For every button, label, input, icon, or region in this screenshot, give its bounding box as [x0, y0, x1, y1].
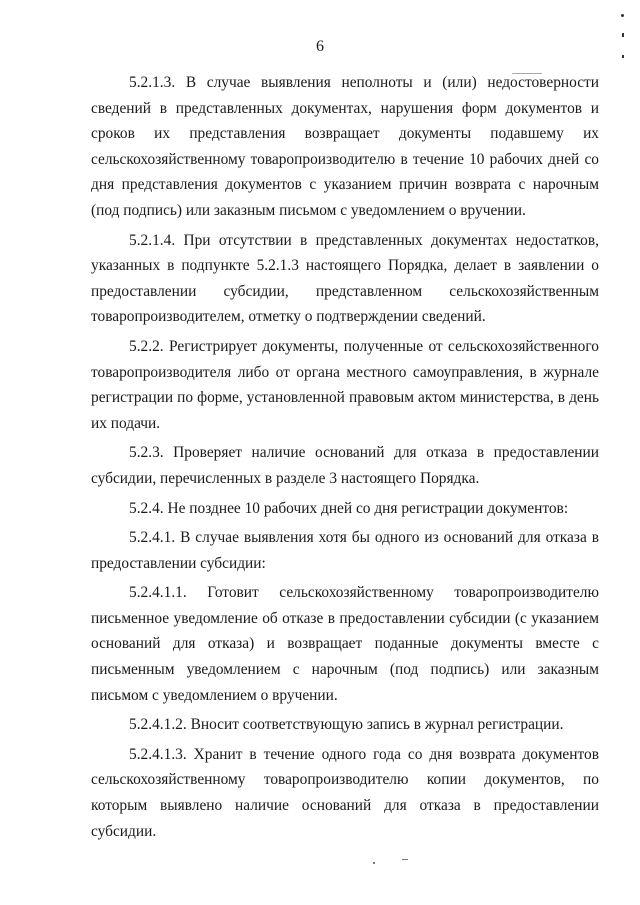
paragraph-5-2-1-3: 5.2.1.3. В случае выявления неполноты и (или) недостоверности сведений в представленных документах, нарушения форм документов и сроков их представления возвращает документы подавшему их сельскохозяйственному товаропроизводителю в течение 10 рабочих дней со дня представления документов с указанием причин возврата с нарочным (под подпись) или заказным письмом с уведомлением о вручении. — [91, 74, 599, 219]
paragraph-5-2-4-1-2: 5.2.4.1.2. Вносит соответствующую запись в журнал регистрации. — [129, 716, 564, 734]
document-body — [91, 70, 599, 848]
paragraph-5-2-3: 5.2.3. Проверяет наличие оснований для отказа в предоставлении субсидии, перечисленных в разделе 3 настоящего Порядка. — [91, 444, 599, 487]
scan-speck — [622, 55, 624, 58]
paragraph-5-2-4-1: 5.2.4.1. В случае выявления хотя бы одного из оснований для отказа в предоставлении субсидии: — [91, 529, 599, 572]
scan-speck — [373, 862, 375, 864]
scan-speck — [622, 33, 624, 37]
paragraph-5-2-1-4: 5.2.1.4. При отсутствии в представленных документах недостатков, указанных в подпункте 5.2.1.3 настоящего Порядка, делает в заявлении о предоставлении субсидии, представленном сельскохозяйственным товаропроизводителем, отметку о подтверждении сведений. — [91, 231, 599, 326]
page-number: 6 — [316, 38, 324, 55]
scan-speck — [402, 859, 408, 860]
paragraph-5-2-4-1-1: 5.2.4.1.1. Готовит сельскохозяйственному товаропроизводителю письменное уведомление об отказе в предоставлении субсидии (с указанием оснований для отказа) и возвращает поданные документы вместе с письменным уведомлением с нарочным (под подпись) или заказным письмом с уведомлением о вручении. — [91, 584, 599, 704]
scan-speck — [621, 14, 624, 17]
paragraph-5-2-2: 5.2.2. Регистрирует документы, полученные от сельскохозяйственного товаропроизводителя либо от органа местного самоуправления, в журнале регистрации по форме, установленной правовым актом министерства, в день их подачи. — [91, 337, 599, 432]
paragraph-5-2-4-1-3: 5.2.4.1.3. Хранит в течение одного года со дня возврата документов сельскохозяйственному товаропроизводителю копии документов, по которым выявлено наличие оснований для отказа в предоставлении субсидии. — [91, 745, 599, 840]
paragraph-5-2-4: 5.2.4. Не позднее 10 рабочих дней со дня регистрации документов: — [129, 499, 569, 517]
